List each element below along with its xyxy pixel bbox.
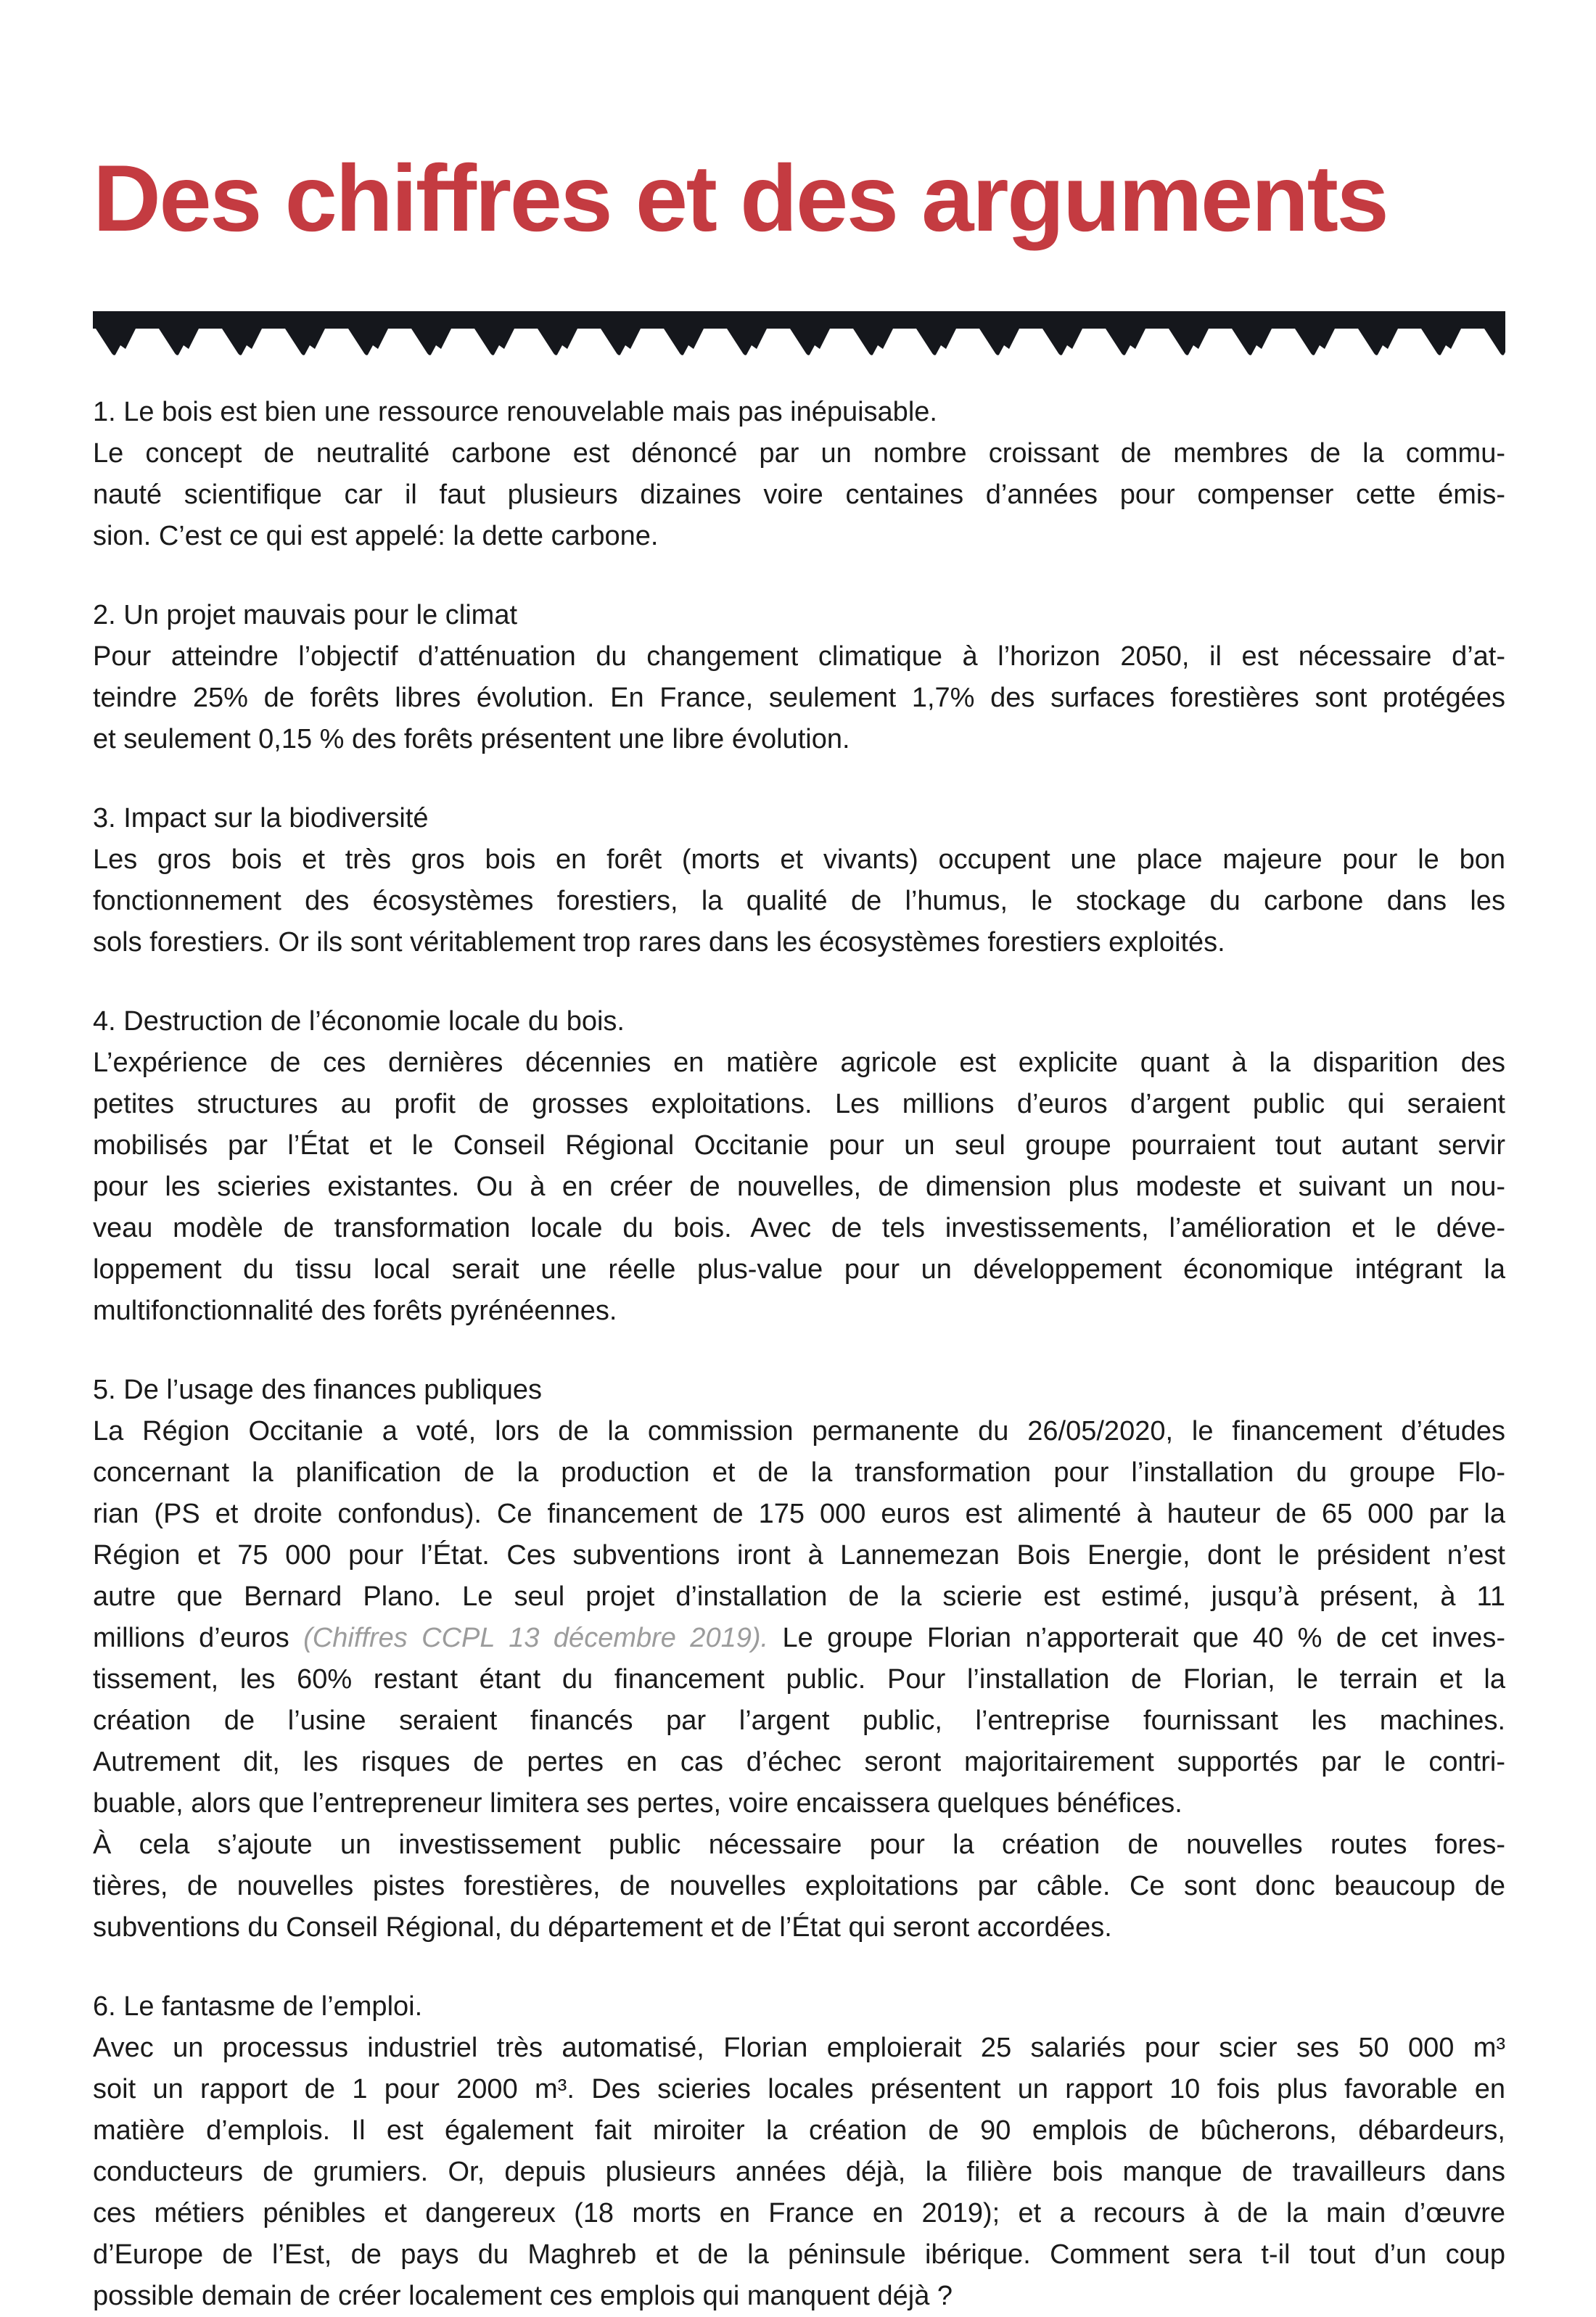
- text-line: mobilisés par l’État et le Conseil Régional Occitanie pour un seul groupe pourraient tout autant servir: [93, 1130, 1505, 1161]
- text-line: tissement, les 60% restant étant du financement public. Pour l’installation de Florian, le terrain et la: [93, 1664, 1505, 1695]
- text-line: ces métiers pénibles et dangereux (18 morts en France en 2019); et a recours à de la main d’œuvre: [93, 2198, 1505, 2229]
- text-line: rian (PS et droite confondus). Ce financement de 175 000 euros est alimenté à hauteur de 65 000 par la: [93, 1499, 1505, 1530]
- text-line: La Région Occitanie a voté, lors de la commission permanente du 26/05/2020, le financement d’études: [93, 1416, 1505, 1447]
- text-line: matière d’emplois. Il est également fait miroiter la création de 90 emplois de bûcherons, débardeurs,: [93, 2115, 1505, 2147]
- text-line: Avec un processus industriel très automatisé, Florian emploierait 25 salariés pour scier ses 50 000 m³: [93, 2033, 1505, 2064]
- text-line: multifonctionnalité des forêts pyrénéennes.: [93, 1296, 617, 1327]
- section-heading: 6. Le fantasme de l’emploi.: [93, 1991, 423, 2022]
- text-line: Le concept de neutralité carbone est dénoncé par un nombre croissant de membres de la commu-: [93, 438, 1505, 469]
- argument-section: [93, 392, 1505, 557]
- section-heading: 5. De l’usage des finances publiques: [93, 1375, 542, 1406]
- text-line: teindre 25% de forêts libres évolution. En France, seulement 1,7% des surfaces forestières sont protégées: [93, 683, 1505, 714]
- text-line: fonctionnement des écosystèmes forestiers, la qualité de l’humus, le stockage du carbone dans les: [93, 886, 1505, 917]
- text-line: loppement du tissu local serait une réelle plus-value pour un développement économique intégrant la: [93, 1254, 1505, 1285]
- text-line: nauté scientifique car il faut plusieurs dizaines voire centaines d’années pour compenser cette émis-: [93, 480, 1505, 511]
- argument-section: [93, 595, 1505, 760]
- section-heading: 3. Impact sur la biodiversité: [93, 803, 429, 834]
- text-line: soit un rapport de 1 pour 2000 m³. Des scieries locales présentent un rapport 10 fois plus favorable en: [93, 2074, 1505, 2105]
- text-line: Autrement dit, les risques de pertes en cas d’échec seront majoritairement supportés par le contri-: [93, 1747, 1505, 1778]
- text-line: Les gros bois et très gros bois en forêt (morts et vivants) occupent une place majeure pour le bon: [93, 844, 1505, 876]
- text-line: et seulement 0,15 % des forêts présentent une libre évolution.: [93, 724, 850, 755]
- text-line: conducteurs de grumiers. Or, depuis plusieurs années déjà, la filière bois manque de travailleurs dans: [93, 2157, 1505, 2188]
- argument-section: [93, 798, 1505, 963]
- text-line: veau modèle de transformation locale du bois. Avec de tels investissements, l’amélioration et le déve-: [93, 1213, 1505, 1244]
- text-line: petites structures au profit de grosses exploitations. Les millions d’euros d’argent public qui seraient: [93, 1089, 1505, 1120]
- argument-section: [93, 1001, 1505, 1332]
- text-segment: Le groupe Florian n’apporterait que 40 % de cet inves-: [768, 1623, 1505, 1654]
- text-line: création de l’usine seraient financés par l’argent public, l’entreprise fournissant les machines.: [93, 1705, 1505, 1737]
- text-line: sols forestiers. Or ils sont véritablement trop rares dans les écosystèmes forestiers exploités.: [93, 927, 1225, 958]
- text-line: [93, 1618, 1505, 1659]
- text-line: d’Europe de l’Est, de pays du Maghreb et de la péninsule ibérique. Comment sera t-il tout d’un coup: [93, 2239, 1505, 2271]
- text-line: sion. C’est ce qui est appelé: la dette carbone.: [93, 521, 659, 552]
- text-line: subventions du Conseil Régional, du département et de l’État qui seront accordées.: [93, 1912, 1112, 1943]
- sections: [93, 392, 1505, 2317]
- section-heading: 2. Un projet mauvais pour le climat: [93, 600, 518, 631]
- text-line: concernant la planification de la production et de la transformation pour l’installation du groupe Flo-: [93, 1457, 1505, 1489]
- page-title: Des chiffres et des arguments: [93, 145, 1388, 252]
- text-line: buable, alors que l’entrepreneur limitera ses pertes, voire encaissera quelques bénéfices.: [93, 1788, 1182, 1819]
- text-line: L’expérience de ces dernières décennies en matière agricole est explicite quant à la disparition des: [93, 1048, 1505, 1079]
- text-line: pour les scieries existantes. Ou à en créer de nouvelles, de dimension plus modeste et suivant un nou-: [93, 1172, 1505, 1203]
- text-line: possible demain de créer localement ces emplois qui manquent déjà ?: [93, 2281, 953, 2312]
- argument-section: [93, 1370, 1505, 1948]
- text-line: tières, de nouvelles pistes forestières, de nouvelles exploitations par câble. Ce sont donc beaucoup de: [93, 1871, 1505, 1902]
- text-segment: millions d’euros: [93, 1623, 304, 1654]
- text-line: autre que Bernard Plano. Le seul projet d’installation de la scierie est estimé, jusqu’à présent, à 11: [93, 1581, 1505, 1613]
- argument-section: [93, 1986, 1505, 2317]
- text-line: Pour atteindre l’objectif d’atténuation du changement climatique à l’horizon 2050, il est nécessaire d’at-: [93, 641, 1505, 672]
- text-line: À cela s’ajoute un investissement public nécessaire pour la création de nouvelles routes fores-: [93, 1830, 1505, 1861]
- citation-note: (Chiffres CCPL 13 décembre 2019).: [303, 1623, 769, 1654]
- section-heading: 4. Destruction de l’économie locale du bois.: [93, 1006, 625, 1037]
- text-line: Région et 75 000 pour l’État. Ces subventions iront à Lannemezan Bois Energie, dont le président n’est: [93, 1540, 1505, 1571]
- section-heading: 1. Le bois est bien une ressource renouvelable mais pas inépuisable.: [93, 397, 937, 428]
- saw-blade-divider-icon: [93, 311, 1505, 359]
